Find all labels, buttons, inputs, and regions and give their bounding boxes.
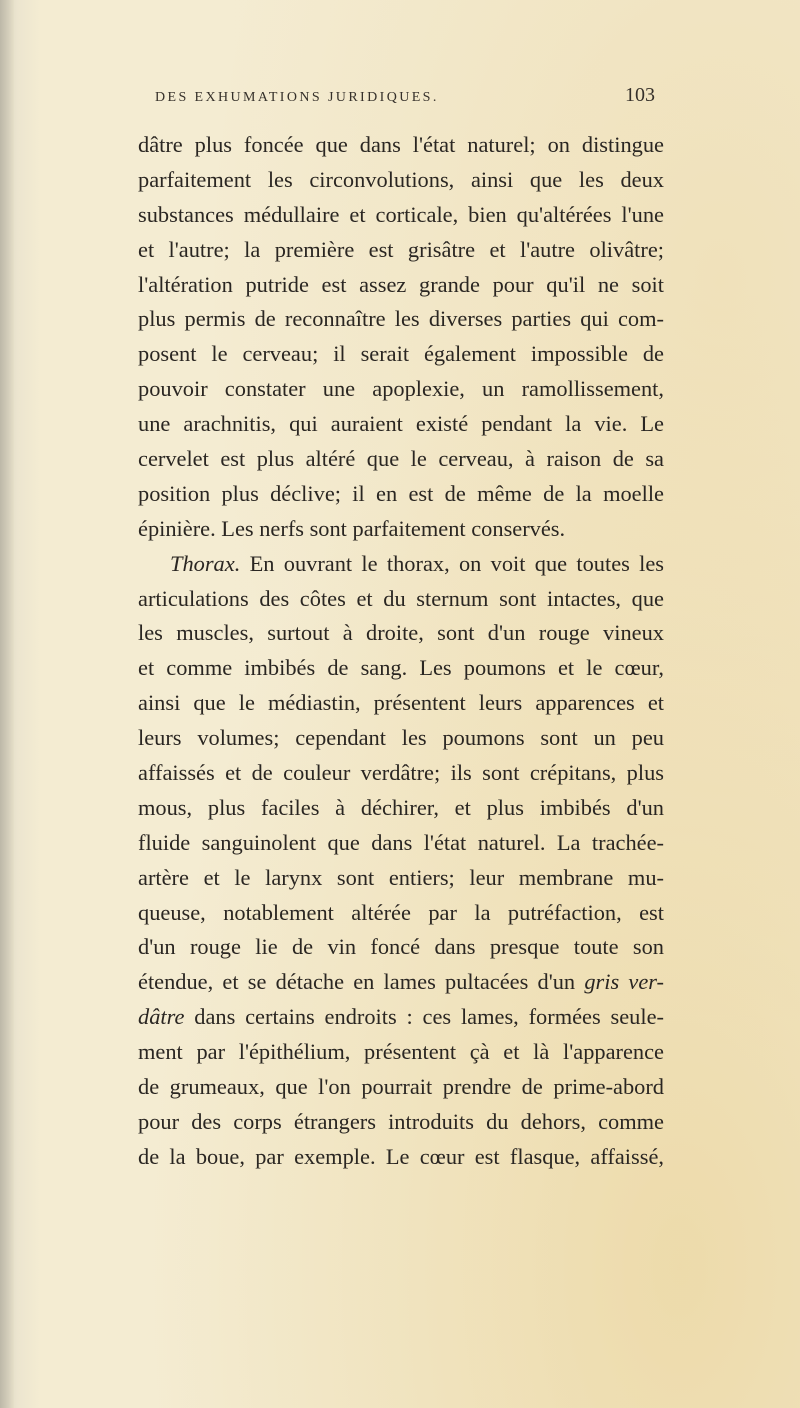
text-line: cervelet est plus altéré que le cerveau, à raison de sa xyxy=(138,446,664,472)
text-line: posent le cerveau; il serait également impossible de xyxy=(138,341,664,367)
text-line: articulations des côtes et du sternum sont intactes, que xyxy=(138,585,664,611)
text-line: substances médullaire et corticale, bien qu'altérées l'une xyxy=(138,201,664,227)
thorax-first-line xyxy=(138,547,664,582)
text-line-datre xyxy=(138,1000,664,1035)
body-text xyxy=(138,128,664,1175)
text-line: dâtre plus foncée que dans l'état naturel; on distingue xyxy=(138,132,664,157)
text-line: mous, plus faciles à déchirer, et plus imbibés d'un xyxy=(138,794,664,820)
text-segment: dans certains endroits : ces lames, formées seule- xyxy=(194,1004,664,1030)
text-line: l'altération putride est assez grande pour qu'il ne soit xyxy=(138,271,664,297)
text-line: d'un rouge lie de vin foncé dans presque toute son xyxy=(138,934,664,960)
text-line: pouvoir constater une apoplexie, un ramollissement, xyxy=(138,376,664,402)
text-line: les muscles, surtout à droite, sont d'un rouge vineux xyxy=(138,620,664,646)
text-line: pour des corps étrangers introduits du dehors, comme xyxy=(138,1108,664,1134)
text-line: et l'autre; la première est grisâtre et l'autre olivâtre; xyxy=(138,236,664,262)
text-line-gris xyxy=(138,965,664,1000)
page-binding-edge xyxy=(0,0,14,1408)
text-line: ment par l'épithélium, présentent çà et là l'apparence xyxy=(138,1039,664,1065)
page-number: 103 xyxy=(625,84,655,106)
text-line: position plus déclive; il en est de même de la moelle xyxy=(138,480,664,506)
text-line: et comme imbibés de sang. Les poumons et le cœur, xyxy=(138,655,664,681)
text-line: queuse, notablement altérée par la putréfaction, est xyxy=(138,899,664,925)
thorax-heading: Thorax. xyxy=(170,550,241,576)
page-header xyxy=(155,84,655,107)
text-line: épinière. Les nerfs sont parfaitement conservés. xyxy=(138,515,566,541)
text-line: fluide sanguinolent que dans l'état naturel. La trachée- xyxy=(138,829,664,855)
italic-term: dâtre xyxy=(138,1004,185,1030)
text-line: ainsi que le médiastin, présentent leurs apparences et xyxy=(138,690,664,716)
thorax-first-line-text: En ouvrant le thorax, on voit que toutes les xyxy=(249,550,664,576)
text-line: une arachnitis, qui auraient existé pendant la vie. Le xyxy=(138,411,664,437)
text-line: plus permis de reconnaître les diverses parties qui com- xyxy=(138,306,664,332)
running-title: DES EXHUMATIONS JURIDIQUES. xyxy=(155,90,439,105)
text-segment: étendue, et se détache en lames pultacées d'un xyxy=(138,969,576,995)
text-line: artère et le larynx sont entiers; leur membrane mu- xyxy=(138,864,664,890)
text-line: leurs volumes; cependant les poumons sont un peu xyxy=(138,725,664,751)
text-line: affaissés et de couleur verdâtre; ils sont crépitans, plus xyxy=(138,760,664,786)
text-line: de grumeaux, que l'on pourrait prendre de prime-abord xyxy=(138,1074,664,1100)
text-line: de la boue, par exemple. Le cœur est flasque, affaissé, xyxy=(138,1143,664,1169)
text-line: parfaitement les circonvolutions, ainsi que les deux xyxy=(138,166,664,192)
italic-term: gris ver- xyxy=(584,969,664,995)
